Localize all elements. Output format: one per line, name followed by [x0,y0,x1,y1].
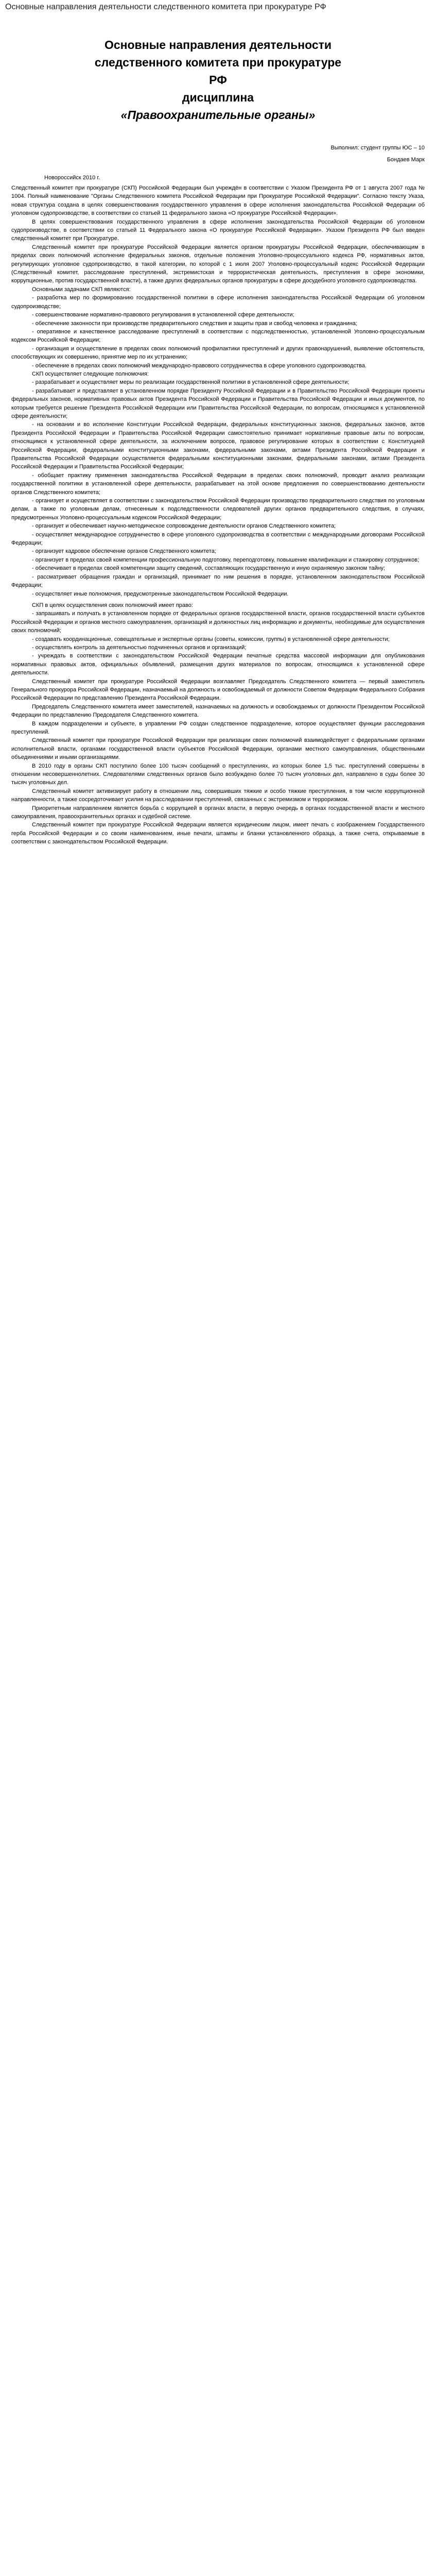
body-paragraph: СКП осуществляет следующие полномочия: [32,370,149,377]
page-header: Основные направления деятельности следственного комитета при прокуратуре РФ [5,3,326,11]
body-paragraph: - осуществляет иные полномочия, предусмотренные законодательством Российской Федерации. [32,590,289,597]
body-paragraph: - обеспечивает в пределах своей компетенции защиту сведений, составляющих государственную и иную охраняемую законом тайну; [32,565,386,572]
body-paragraph: Следственный комитет при прокуратуре (СКП) Российской Федерации был учреждён в соответствии с Указом Президента РФ от 1 августа 2007 года № 1004. Полный наименование "Органы Следственного комитета Российской Федерации при Прокуратуре Российской Федерации". Согласно тексту Указа, новая структура создана в целях совершенствования государственного управления в сфере исполнения законодательства Российской Федерации об уголовном судопроизводстве, в соответствии со статьей 11 федерального закона «О прокуратуре Российской Федерации». [11,185,425,217]
body-paragraph: Следственный комитет при прокуратуре Российской Федерации является органом прокуратуры Российской Федерации, обеспечивающим в пределах своих полномочий исполнение федеральных законов, отдельные положения Уголовно-процессуального кодекса РФ, нормативных актов, регулирующих уголовное судопроизводство, в такой категории, по которой с 1 июля 2007 Уголовно-процессуальный кодекс Российской Федерации (Следственный комитет, расследование преступлений, экстремистская и террористическая деятельность, преступления в сфере экономики, коррупционные, против государственной власти), а также других федеральных органов прокуратуры в сфере досудебного уголовного судопроизводства. [11,244,425,284]
author-group-line: Выполнил: студент группы ЮС – 10 [330,145,425,151]
body-paragraph: - организация и осуществление в пределах своих полномочий профилактики преступлений и других правонарушений, выявление обстоятельств, способствующих их совершению, принятие мер по их устранению; [11,345,425,361]
body-paragraph: - совершенствование нормативно-правового регулирования в установленной сфере деятельности; [32,312,294,318]
document-title-line: Основные направления деятельности [104,38,332,52]
author-name: Бондаев Марк [387,157,425,163]
body-paragraph: Следственный комитет активизирует работу в отношении лиц, совершивших тяжкие и особо тяжкие преступления, в том числе коррупционной направленности, а также сосредоточивает усилия на расследовании преступлений, связанных с экстремизмом и терроризмом. [11,788,425,803]
body-paragraph: - разрабатывает и осуществляет меры по реализации государственной политики в установленной сфере деятельности; [32,379,350,386]
body-paragraph: В целях совершенствования государственного управления в сфере исполнения законодательства Российской Федерации об уголовном судопроизводстве, в соответствии со статьей 11 Федерального закона «О прокуратуре Российской Федерации». Указом Президента РФ был введен следственный комитет при Прокуратуре. [11,218,425,242]
body-paragraph: Председатель Следственного комитета имеет заместителей, назначаемых на должность и освобождаемых от должности Президентом Российской Федерации по представлению Председателя Следственного комитета. [11,703,425,719]
document-body [11,36,425,846]
body-paragraphs [11,184,425,846]
document-title-line: дисциплина [182,91,254,104]
body-paragraph: - оперативное и качественное расследование преступлений в соответствии с подследственностью, установленной Уголовно-процессуальным кодексом Российской Федерации; [11,328,425,344]
body-paragraph: В 2010 году в органы СКП поступило более 100 тысяч сообщений о преступлениях, из которых более 1,5 тыс. преступлений совершены в отношении несовершеннолетних. Следователями следственных органов было возбуждено более 70 тысяч уголовных дел, направлено в суды более 30 тысяч уголовных дел. [11,762,425,786]
body-paragraph: Следственный комитет при прокуратуре Российской Федерации возглавляет Председатель Следственного комитета — первый заместитель Генерального прокурора Российской Федерации, назначаемый на должность и освобождаемый от должности Советом Федерации Федерального Собрания Российской Федерации по представлению Президента Российской Федерации. [11,678,425,702]
body-paragraph: - создавать координационные, совещательные и экспертные органы (советы, комиссии, группы) в установленной сфере деятельности; [32,636,390,642]
document-title-line: РФ [209,73,227,87]
body-paragraph: - запрашивать и получать в установленном порядке от федеральных органов государственной власти, органов государственной власти субъектов Российской Федерации и органов местного самоуправления, организаций и должностных лиц информацию и документы, необходимые для осуществления своих полномочий; [11,611,425,634]
body-paragraph: В каждом подразделении и субъекте, в управлении РФ создан следственное подразделение, которое осуществляет функции расследования преступлений. [11,720,425,735]
body-paragraph: - осуществляет международное сотрудничество в сфере уголовного судопроизводства в соответствии с международными договорами Российской Федерации; [11,531,425,547]
body-paragraph: Следственный комитет при прокуратуре Российской Федерации является юридическим лицом, имеет печать с изображением Государственного герба Российской Федерации и со своим наименованием, иные печати, штампы и бланки установленного образца, а также счета, открываемые в соответствии с законодательством Российской Федерации. [11,822,425,845]
body-paragraph: - на основании и во исполнение Конституции Российской Федерации, федеральных конституционных законов, федеральных законов, актов Президента Российской Федерации и Правительства Российской Федерации самостоятельно принимает нормативные правовые акты по вопросам, относящимся к установленной сфере деятельности, за исключением вопросов, правовое регулирование которых в соответствии с Конституцией Российской Федерации, федеральными конституционными законами, федеральными законами, актами Президента Российской Федерации и Правительства Российской Федерации осуществляется федеральными конституционными законами, федеральными законами, актами Президента Российской Федерации и Правительства Российской Федерации; [11,421,425,470]
body-paragraph: - организует в пределах своей компетенции профессиональную подготовку, переподготовку, повышение квалификации и стажировку сотрудников; [32,556,420,563]
body-paragraph: - разрабатывает и представляет в установленном порядке Президенту Российской Федерации и в Правительство Российской Федерации проекты федеральных законов, нормативных правовых актов Президента Российской Федерации и Правительства Российской Федерации и иных документов, по которым требуется решение Президента Российской Федерации или Правительства Российской Федерации, по вопросам, относящимся к установленной сфере деятельности; [11,387,425,419]
body-paragraph: Основными задачами СКП являются: [32,286,131,293]
body-paragraph: - организует кадровое обеспечение органов Следственного комитета; [32,548,216,555]
body-paragraph: СКП в целях осуществления своих полномочий имеет право: [32,602,193,608]
body-paragraph: - разработка мер по формированию государственной политики в сфере исполнения законодательства Российской Федерации об уголовном судопроизводстве; [11,295,425,310]
body-paragraph: - осуществлять контроль за деятельностью подчиненных органов и организаций; [32,644,247,651]
discipline-name: «Правоохранительные органы» [120,108,316,122]
body-paragraph: Следственный комитет при прокуратуре Российской Федерации при реализации своих полномочий взаимодействует с федеральными органами исполнительной власти, органами государственной власти субъектов Российской Федерации, органами местного самоуправления, общественными объединениями и иными организациями. [11,737,425,761]
body-paragraph: - учреждать в соответствии с законодательством Российской Федерации печатные средства массовой информации для опубликования нормативных правовых актов, официальных объявлений, размещения других материалов по вопросам, относящимся к установленной сфере деятельности. [11,653,425,676]
document-title-line: следственного комитета при прокуратуре [94,56,342,69]
body-paragraph: Приоритетным направлением является борьба с коррупцией в органах власти, в первую очередь в органах государственной власти и местного самоуправления, правоохранительных органах и судебной системе. [11,805,425,820]
body-paragraph: - обеспечение в пределах своих полномочий международно-правового сотрудничества в сфере уголовного судопроизводства. [32,362,367,369]
body-paragraph: - рассматривает обращения граждан и организаций, принимает по ним решения в порядке, установленном законодательством Российской Федерации; [11,573,425,589]
body-paragraph: - организует и осуществляет в соответствии с законодательством Российской Федерации производство предварительного следствия по уголовным делам, а также по уголовным делам, отнесенным к подследственности следователей других органов предварительного следствия, в случаях, предусмотренных Уголовно-процессуальным кодексом Российской Федерации; [11,498,425,521]
body-paragraph: - обеспечение законности при производстве предварительного следствия и защиты прав и свобод человека и гражданина; [32,320,357,327]
city-date: Новороссийск 2010 г. [44,175,100,181]
body-paragraph: - обобщает практику применения законодательства Российской Федерации в пределах своих полномочий, проводит анализ реализации государственной политики в установленной сфере деятельности, разрабатывает на этой основе предложения по совершенствованию деятельности органов Следственного комитета; [11,472,425,496]
body-paragraph: - организует и обеспечивает научно-методическое сопровождение деятельности органов Следственного комитета; [32,523,336,530]
